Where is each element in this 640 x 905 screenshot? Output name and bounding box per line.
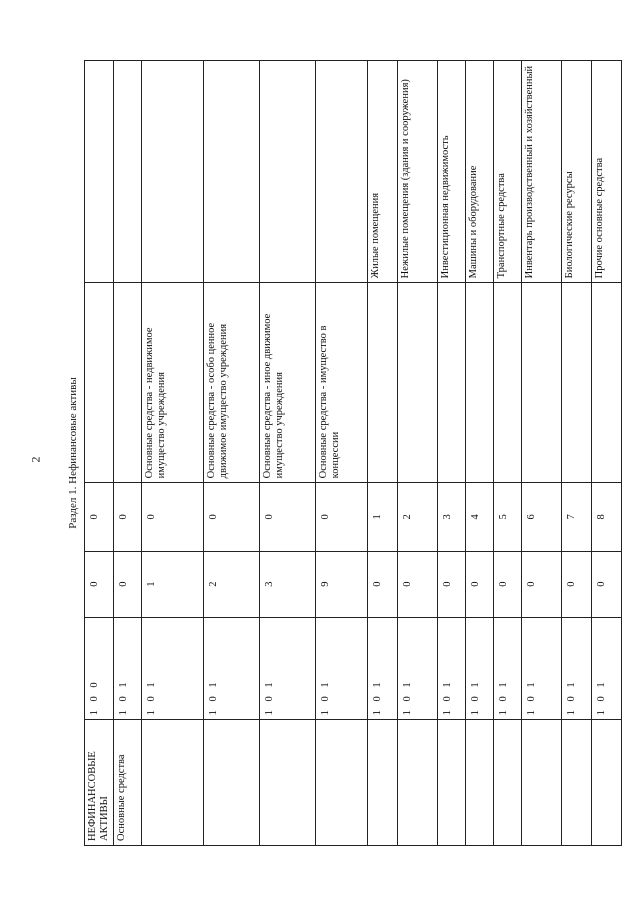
group-code-cell: 7 [562,483,592,551]
kind-code-cell: 2 [204,551,260,617]
table-row [85,61,114,846]
group-code-cell: 1 [368,483,398,551]
account-code-cell: 1 0 1 [438,617,466,720]
account-name-cell: Основные средства - недвижимое имущество учреждения [142,283,204,483]
table-row [316,61,368,846]
account-code-cell: 1 0 1 [204,617,260,720]
kind-code-cell: 0 [522,551,562,617]
account-group-cell [260,720,316,846]
account-group-cell [494,720,522,846]
account-code-cell: 1 0 1 [142,617,204,720]
subaccount-name-cell [204,61,260,283]
account-name-cell: Основные средства - иное движимое имущество учреждения [260,283,316,483]
section-title: Раздел 1. Нефинансовые активы [67,377,79,529]
account-group-cell [368,720,398,846]
table-row [398,61,438,846]
group-code-cell: 0 [142,483,204,551]
subaccount-name-cell: Транспортные средства [494,61,522,283]
group-code-cell: 0 [85,483,114,551]
account-name-cell [494,283,522,483]
subaccount-name-cell [142,61,204,283]
subaccount-name-cell: Жилые помещения [368,61,398,283]
account-name-cell [562,283,592,483]
account-name-cell: Основные средства - особо ценное движимое имущество учреждения [204,283,260,483]
kind-code-cell: 9 [316,551,368,617]
subaccount-name-cell [316,61,368,283]
account-code-cell: 1 0 1 [466,617,494,720]
kind-code-cell: 0 [466,551,494,617]
kind-code-cell: 0 [438,551,466,617]
account-code-cell: 1 0 0 [85,617,114,720]
account-group-cell [438,720,466,846]
table-row [592,61,622,846]
account-group-cell [522,720,562,846]
subaccount-name-cell: Машины и оборудование [466,61,494,283]
document-page [62,60,607,846]
account-group-cell [398,720,438,846]
account-name-cell [85,283,114,483]
table-row [142,61,204,846]
account-group-cell [204,720,260,846]
account-code-cell: 1 0 1 [592,617,622,720]
table-row [562,61,592,846]
account-group-cell [562,720,592,846]
group-code-cell: 0 [204,483,260,551]
subaccount-name-cell: Прочие основные средства [592,61,622,283]
account-name-cell [398,283,438,483]
account-code-cell: 1 0 1 [494,617,522,720]
rotated-table-frame [62,60,607,846]
subaccount-name-cell [85,61,114,283]
account-group-cell: НЕФИНАНСОВЫЕ АКТИВЫ [85,720,114,846]
account-group-cell [142,720,204,846]
table-row [522,61,562,846]
group-code-cell: 0 [260,483,316,551]
table-row [466,61,494,846]
kind-code-cell: 0 [592,551,622,617]
account-code-cell: 1 0 1 [398,617,438,720]
subaccount-name-cell: Нежилые помещения (здания и сооружения) [398,61,438,283]
kind-code-cell: 0 [368,551,398,617]
table-row [494,61,522,846]
group-code-cell: 0 [316,483,368,551]
account-name-cell [368,283,398,483]
table-row [204,61,260,846]
kind-code-cell: 0 [85,551,114,617]
kind-code-cell: 0 [114,551,142,617]
subaccount-name-cell: Инвестиционная недвижимость [438,61,466,283]
table-row [368,61,398,846]
page-number: 2 [28,456,43,463]
account-code-cell: 1 0 1 [522,617,562,720]
account-group-cell [316,720,368,846]
group-code-cell: 0 [114,483,142,551]
table-row [260,61,316,846]
kind-code-cell: 0 [398,551,438,617]
group-code-cell: 8 [592,483,622,551]
account-group-cell [466,720,494,846]
account-code-cell: 1 0 1 [260,617,316,720]
group-code-cell: 4 [466,483,494,551]
kind-code-cell: 0 [562,551,592,617]
kind-code-cell: 0 [494,551,522,617]
account-code-cell: 1 0 1 [562,617,592,720]
account-name-cell [522,283,562,483]
account-code-cell: 1 0 1 [368,617,398,720]
account-name-cell: Основные средства - имущество в концессии [316,283,368,483]
subaccount-name-cell [260,61,316,283]
account-code-cell: 1 0 1 [114,617,142,720]
account-group-cell [592,720,622,846]
account-group-cell: Основные средства [114,720,142,846]
table-row [114,61,142,846]
table-row [438,61,466,846]
account-name-cell [592,283,622,483]
account-name-cell [466,283,494,483]
group-code-cell: 6 [522,483,562,551]
accounts-table [84,60,622,846]
subaccount-name-cell: Биологические ресурсы [562,61,592,283]
kind-code-cell: 1 [142,551,204,617]
group-code-cell: 3 [438,483,466,551]
account-code-cell: 1 0 1 [316,617,368,720]
account-name-cell [114,283,142,483]
subaccount-name-cell [114,61,142,283]
group-code-cell: 2 [398,483,438,551]
kind-code-cell: 3 [260,551,316,617]
subaccount-name-cell: Инвентарь производственный и хозяйственный [522,61,562,283]
account-name-cell [438,283,466,483]
group-code-cell: 5 [494,483,522,551]
